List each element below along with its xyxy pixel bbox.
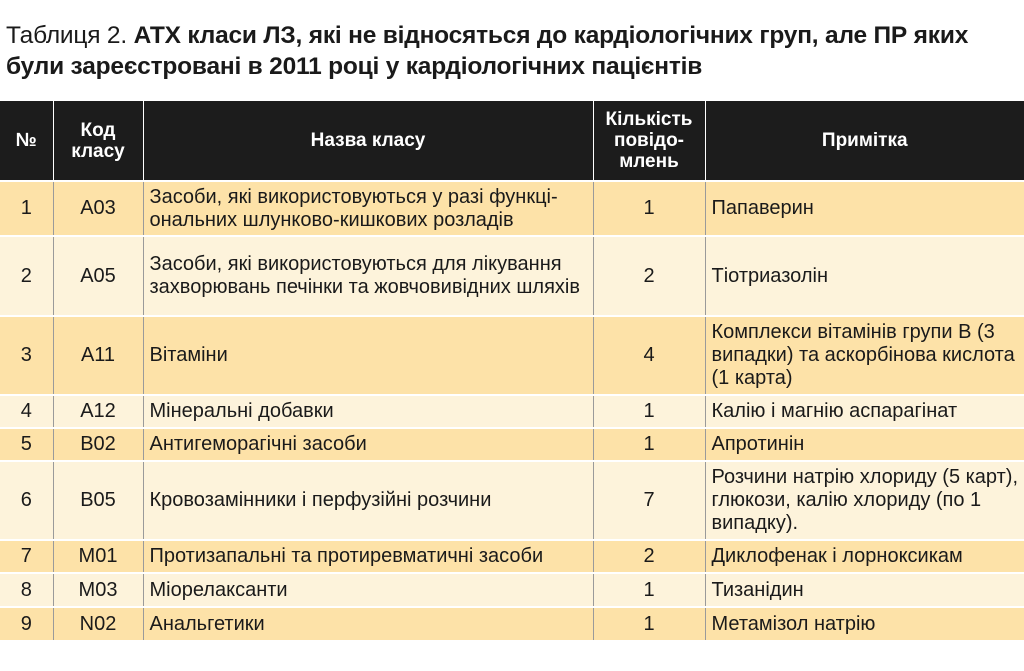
table-row <box>0 428 1024 461</box>
cell-num: 9 <box>0 607 53 640</box>
cell-count: 2 <box>593 540 705 573</box>
cell-name: Міорелаксанти <box>143 573 593 607</box>
cell-name: Антигеморагічні засоби <box>143 428 593 461</box>
cell-num: 3 <box>0 316 53 395</box>
header-count: Кількість повідо-млень <box>593 101 705 181</box>
cell-note: Диклофенак і лорноксикам <box>705 540 1024 573</box>
atc-classes-table <box>0 101 1024 640</box>
cell-count: 1 <box>593 428 705 461</box>
header-num: № <box>0 101 53 181</box>
cell-num: 6 <box>0 461 53 540</box>
cell-code: A03 <box>53 181 143 236</box>
cell-name: Засоби, які використовуються для лікування захворювань печінки та жовчовивідних шляхів <box>143 236 593 316</box>
cell-code: A12 <box>53 395 143 428</box>
cell-name: Анальгетики <box>143 607 593 640</box>
cell-num: 8 <box>0 573 53 607</box>
cell-note: Комплекси вітамінів групи В (3 випадки) та аскорбінова кислота (1 карта) <box>705 316 1024 395</box>
cell-note: Метамізол натрію <box>705 607 1024 640</box>
cell-code: B05 <box>53 461 143 540</box>
cell-code: M01 <box>53 540 143 573</box>
caption-lead: Таблиця 2. <box>6 22 127 49</box>
table-header-row <box>0 101 1024 181</box>
table-row <box>0 607 1024 640</box>
cell-count: 4 <box>593 316 705 395</box>
cell-note: Апротинін <box>705 428 1024 461</box>
cell-note: Папаверин <box>705 181 1024 236</box>
cell-note: Тизанідин <box>705 573 1024 607</box>
cell-num: 5 <box>0 428 53 461</box>
header-name: Назва класу <box>143 101 593 181</box>
cell-name: Засоби, які використовуються у разі функці-ональних шлунково-кишкових розладів <box>143 181 593 236</box>
cell-note: Калію і магнію аспарагінат <box>705 395 1024 428</box>
table-caption <box>6 20 1018 82</box>
table-row <box>0 181 1024 236</box>
table-row <box>0 316 1024 395</box>
table-row <box>0 461 1024 540</box>
cell-name: Кровозамінники і перфузійні розчини <box>143 461 593 540</box>
cell-count: 1 <box>593 395 705 428</box>
cell-num: 7 <box>0 540 53 573</box>
table-row <box>0 236 1024 316</box>
cell-code: A05 <box>53 236 143 316</box>
cell-code: B02 <box>53 428 143 461</box>
cell-code: A11 <box>53 316 143 395</box>
cell-num: 2 <box>0 236 53 316</box>
cell-code: N02 <box>53 607 143 640</box>
cell-count: 1 <box>593 181 705 236</box>
cell-count: 1 <box>593 573 705 607</box>
cell-name: Протизапальні та протиревматичні засоби <box>143 540 593 573</box>
header-note: Примітка <box>705 101 1024 181</box>
table-row <box>0 395 1024 428</box>
header-code: Код класу <box>53 101 143 181</box>
cell-note: Розчини натрію хлориду (5 карт), глюкози, калію хлориду (по 1 випадку). <box>705 461 1024 540</box>
cell-name: Мінеральні добавки <box>143 395 593 428</box>
table-row <box>0 540 1024 573</box>
caption-title: АТХ класи ЛЗ, які не відносяться до кардіологічних груп, але ПР яких були зареєстровані в 2011 році у кардіологічних пацієнтів <box>6 22 969 80</box>
cell-name: Вітаміни <box>143 316 593 395</box>
cell-count: 1 <box>593 607 705 640</box>
cell-count: 7 <box>593 461 705 540</box>
cell-count: 2 <box>593 236 705 316</box>
table-row <box>0 573 1024 607</box>
cell-num: 4 <box>0 395 53 428</box>
cell-note: Тіотриазолін <box>705 236 1024 316</box>
cell-code: M03 <box>53 573 143 607</box>
cell-num: 1 <box>0 181 53 236</box>
